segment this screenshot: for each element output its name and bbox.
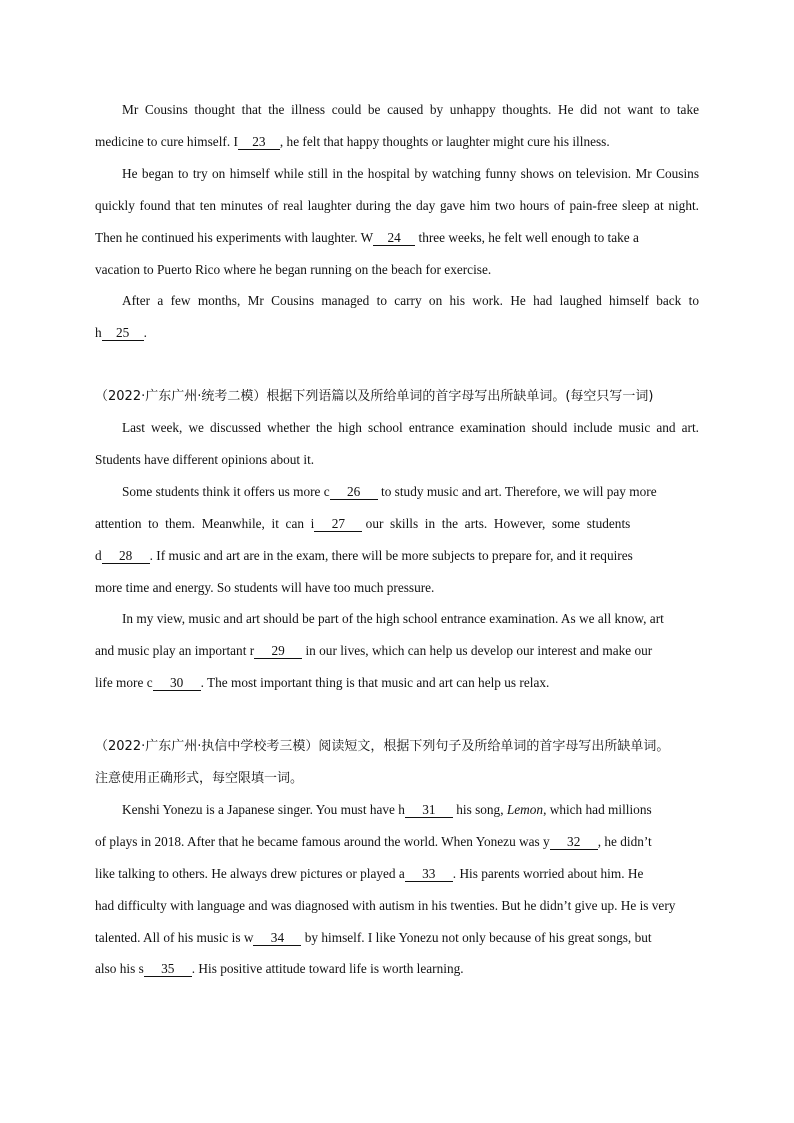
answer-blank-26[interactable]: 26 [330, 485, 378, 500]
paragraph-line: d 28 . If music and art are in the exam, there will be more subjects to prepare for, and it requires [95, 548, 633, 563]
paragraph-line: quickly found that ten minutes of real laughter during the day gave him two hours of pain-free sleep at night. [95, 198, 699, 213]
paragraph-line: vacation to Puerto Rico where he began running on the beach for exercise. [95, 262, 492, 277]
paragraph-line: Last week, we discussed whether the high school entrance examination should include music and art. [122, 420, 699, 435]
section-heading: （2022·广东广州·统考二模）根据下列语篇以及所给单词的首字母写出所缺单词。(每空只写一词) [95, 389, 654, 404]
section-heading: （2022·广东广州·执信中学校考三模）阅读短文，根据下列句子及所给单词的首字母写出所缺单词。 [95, 739, 670, 754]
paragraph-line: of plays in 2018. After that he became famous around the world. When Yonezu was y 32 , he didn’t [95, 834, 652, 849]
answer-blank-25[interactable]: 25 [102, 326, 144, 341]
paragraph-line: more time and energy. So students will have too much pressure. [95, 580, 435, 595]
paragraph-line: Some students think it offers us more c 26 to study music and art. Therefore, we will pay more [122, 484, 657, 499]
answer-blank-28[interactable]: 28 [102, 549, 150, 564]
answer-blank-24[interactable]: 24 [373, 231, 415, 246]
answer-blank-23[interactable]: 23 [238, 135, 280, 150]
paragraph-line: h 25 . [95, 325, 147, 340]
paragraph-line: had difficulty with language and was diagnosed with autism in his twenties. But he didn’t give up. He is very [95, 898, 676, 913]
answer-blank-35[interactable]: 35 [144, 962, 192, 977]
paragraph-line: He began to try on himself while still in the hospital by watching funny shows on television. Mr Cousins [122, 166, 699, 181]
song-title: Lemon [506, 802, 544, 817]
answer-blank-32[interactable]: 32 [550, 835, 598, 850]
answer-blank-27[interactable]: 27 [314, 517, 362, 532]
answer-blank-29[interactable]: 29 [254, 644, 302, 659]
paragraph-line: like talking to others. He always drew pictures or played a 33 . His parents worried about him. He [95, 866, 644, 881]
paragraph-line: medicine to cure himself. I 23 , he felt that happy thoughts or laughter might cure his illness. [95, 134, 610, 149]
answer-blank-30[interactable]: 30 [153, 676, 201, 691]
answer-blank-33[interactable]: 33 [405, 867, 453, 882]
answer-blank-31[interactable]: 31 [405, 803, 453, 818]
paragraph-line: life more c 30 . The most important thing is that music and art can help us relax. [95, 675, 550, 690]
paragraph-line: also his s 35 . His positive attitude toward life is worth learning. [95, 961, 464, 976]
paragraph-line: Students have different opinions about it. [95, 452, 315, 467]
paragraph-line: In my view, music and art should be part of the high school entrance examination. As we all know, art [122, 611, 664, 626]
paragraph-line: After a few months, Mr Cousins managed to carry on his work. He had laughed himself back to [122, 293, 699, 308]
paragraph-line: Mr Cousins thought that the illness could be caused by unhappy thoughts. He did not want to take [122, 102, 699, 117]
answer-blank-34[interactable]: 34 [253, 931, 301, 946]
paragraph-line: Kenshi Yonezu is a Japanese singer. You must have h 31 his song, Lemon, which had millions [122, 802, 652, 817]
section-heading: 注意使用正确形式，每空限填一词。 [95, 771, 304, 786]
paragraph-line: Then he continued his experiments with laughter. W 24 three weeks, he felt well enough to take a [95, 230, 639, 245]
paragraph-line: attention to them. Meanwhile, it can i 27 our skills in the arts. However, some students [95, 516, 631, 531]
paragraph-line: talented. All of his music is w 34 by himself. I like Yonezu not only because of his great songs, but [95, 930, 652, 945]
paragraph-line: and music play an important r 29 in our lives, which can help us develop our interest and make our [95, 643, 653, 658]
